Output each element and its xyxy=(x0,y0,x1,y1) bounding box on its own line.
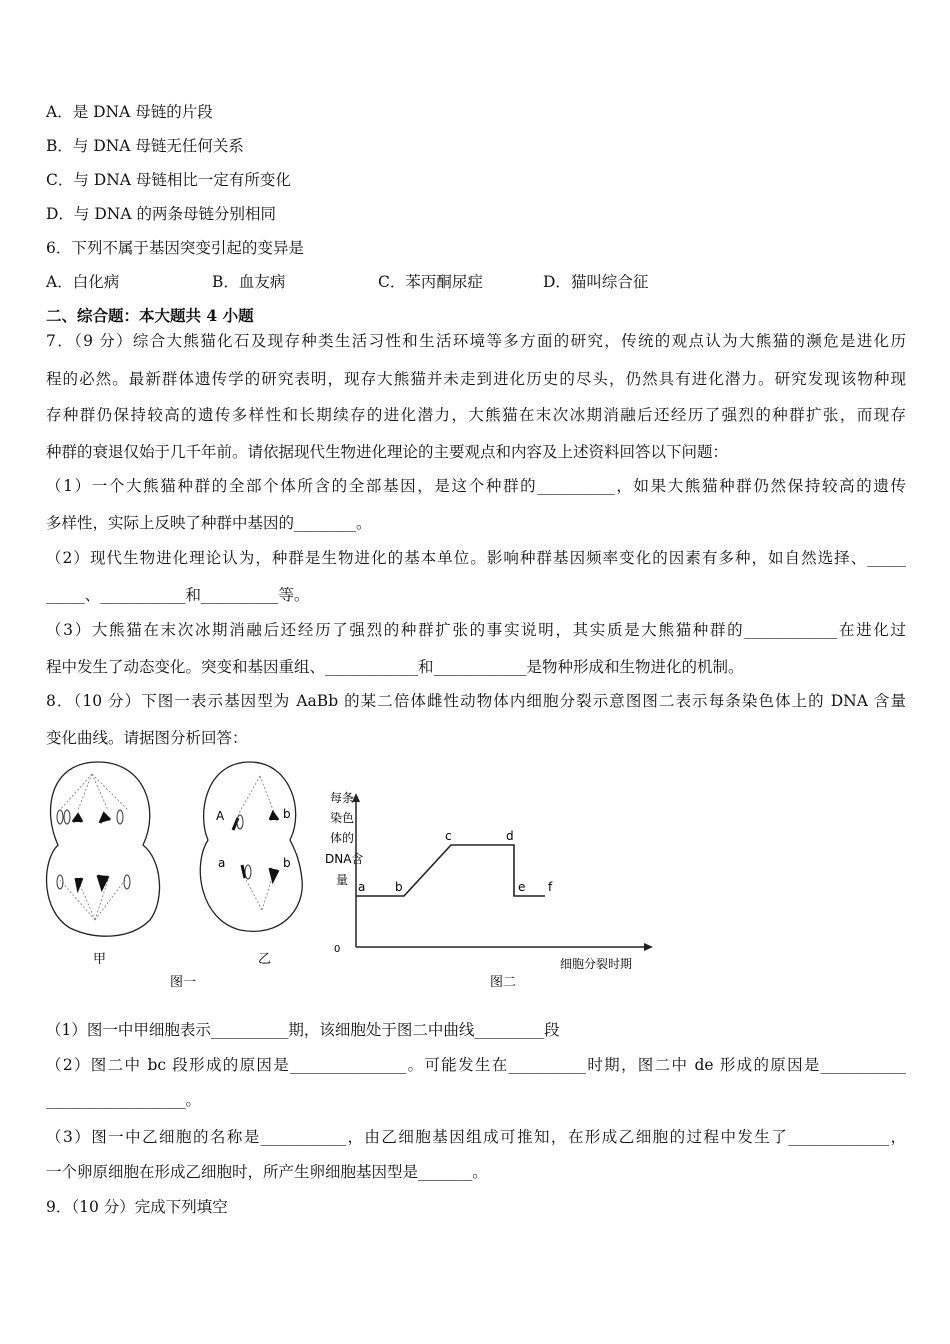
q6-option-b: B．血友病 xyxy=(212,273,286,291)
gene-label: a xyxy=(218,856,226,870)
q8-subquestion: （3）图一中乙细胞的名称是___________，由乙细胞基因组成可推知，在形成乙细胞的过程中发生了_____________， xyxy=(46,1128,906,1146)
q8-line: 8．（10 分）下图一表示基因型为 AaBb 的某二倍体雌性动物体内细胞分裂示意图图二表示每条染色体上的 DNA 含量 xyxy=(46,692,906,710)
q7-line: 程的必然。最新群体遗传学的研究表明，现存大熊猫并未走到进化历史的尽头，仍然具有进化潜力。研究发现该物种现 xyxy=(46,370,906,388)
point-label: f xyxy=(548,880,553,894)
section-heading: 二、综合题：本大题共 4 小题 xyxy=(46,306,254,325)
q9-stem: 9．（10 分）完成下列填空 xyxy=(46,1198,228,1216)
q7-line: _____、___________和__________等。 xyxy=(46,586,310,604)
q8-line: 变化曲线。请据图分析回答： xyxy=(46,729,248,747)
q6-option-a: A．白化病 xyxy=(46,273,120,291)
gene-label: b xyxy=(283,807,291,821)
cell-yi xyxy=(200,762,302,931)
y-label: 量 xyxy=(336,873,349,887)
q5-option-a: A．是 DNA 母链的片段 xyxy=(46,103,213,121)
q7-line: （3）大熊猫在末次冰期消融后还经历了强烈的种群扩张的事实说明，其实质是大熊猫种群的____________在进化过 xyxy=(46,621,906,639)
point-label: a xyxy=(358,880,366,894)
cell-jia xyxy=(47,762,160,936)
q5-option-c: C．与 DNA 母链相比一定有所变化 xyxy=(46,171,291,189)
q7-line: 多样性，实际上反映了种群中基因的________。 xyxy=(46,514,372,532)
x-label: 细胞分裂时期 xyxy=(560,957,633,971)
point-label: c xyxy=(445,829,452,843)
q7-line: （1）一个大熊猫种群的全部个体所含的全部基因，是这个种群的__________，如果大熊猫种群仍然保持较高的遗传 xyxy=(46,477,906,495)
point-label: b xyxy=(395,880,403,894)
y-label: 体的 xyxy=(330,831,355,845)
q7-line: 7．（9 分）综合大熊猫化石及现存种类生活习性和生活环境等多方面的研究，传统的观点认为大熊猫的濒危是进化历 xyxy=(46,332,906,350)
y-label: 每条 xyxy=(330,791,355,805)
q8-subquestion: 一个卵原细胞在形成乙细胞时，所产生卵细胞基因型是_______。 xyxy=(46,1163,488,1181)
cell-label-yi: 乙 xyxy=(258,952,272,967)
point-label: e xyxy=(518,880,526,894)
dna-curve xyxy=(356,845,545,896)
q7-line: 存种群仍保持较高的遗传多样性和长期续存的进化潜力，大熊猫在末次冰期消融后还经历了强烈的种群扩张，而现存 xyxy=(46,406,906,424)
gene-label: b xyxy=(283,856,291,870)
q7-line: 程中发生了动态变化。突变和基因重组、____________和____________是物种形成和生物进化的机制。 xyxy=(46,658,744,676)
origin-label: 0 xyxy=(334,944,341,955)
q5-option-b: B．与 DNA 母链无任何关系 xyxy=(46,137,244,155)
y-label: 染色 xyxy=(330,811,355,825)
q7-line: 种群的衰退仅始于几千年前。请依据现代生物进化理论的主要观点和内容及上述资料回答以下问题： xyxy=(46,443,729,461)
figure2-caption: 图二 xyxy=(490,975,517,990)
x-axis-arrow-icon xyxy=(644,943,653,951)
y-label: DNA含 xyxy=(325,852,364,866)
q6-stem: 6．下列不属于基因突变引起的变异是 xyxy=(46,239,304,257)
dna-content-chart xyxy=(325,790,653,990)
q8-subquestion: （1）图一中甲细胞表示__________期，该细胞处于图二中曲线_________段 xyxy=(46,1021,560,1039)
q5-option-d: D．与 DNA 的两条母链分别相同 xyxy=(46,205,276,223)
figure1-caption: 图一 xyxy=(170,975,197,990)
q6-option-d: D．猫叫综合征 xyxy=(543,273,649,291)
q8-subquestion: __________________。 xyxy=(46,1091,202,1109)
cell-label-jia: 甲 xyxy=(93,952,107,967)
gene-label: A xyxy=(216,809,225,823)
figure-diagrams xyxy=(40,760,680,1000)
q6-option-c: C．苯丙酮尿症 xyxy=(378,273,483,291)
point-label: d xyxy=(506,829,514,843)
q7-line: （2）现代生物进化理论认为，种群是生物进化的基本单位。影响种群基因频率变化的因素有多种，如自然选择、_____ xyxy=(46,549,906,567)
q8-subquestion: （2）图二中 bc 段形成的原因是_______________。可能发生在__________时期，图二中 de 形成的原因是___________ xyxy=(46,1056,906,1074)
